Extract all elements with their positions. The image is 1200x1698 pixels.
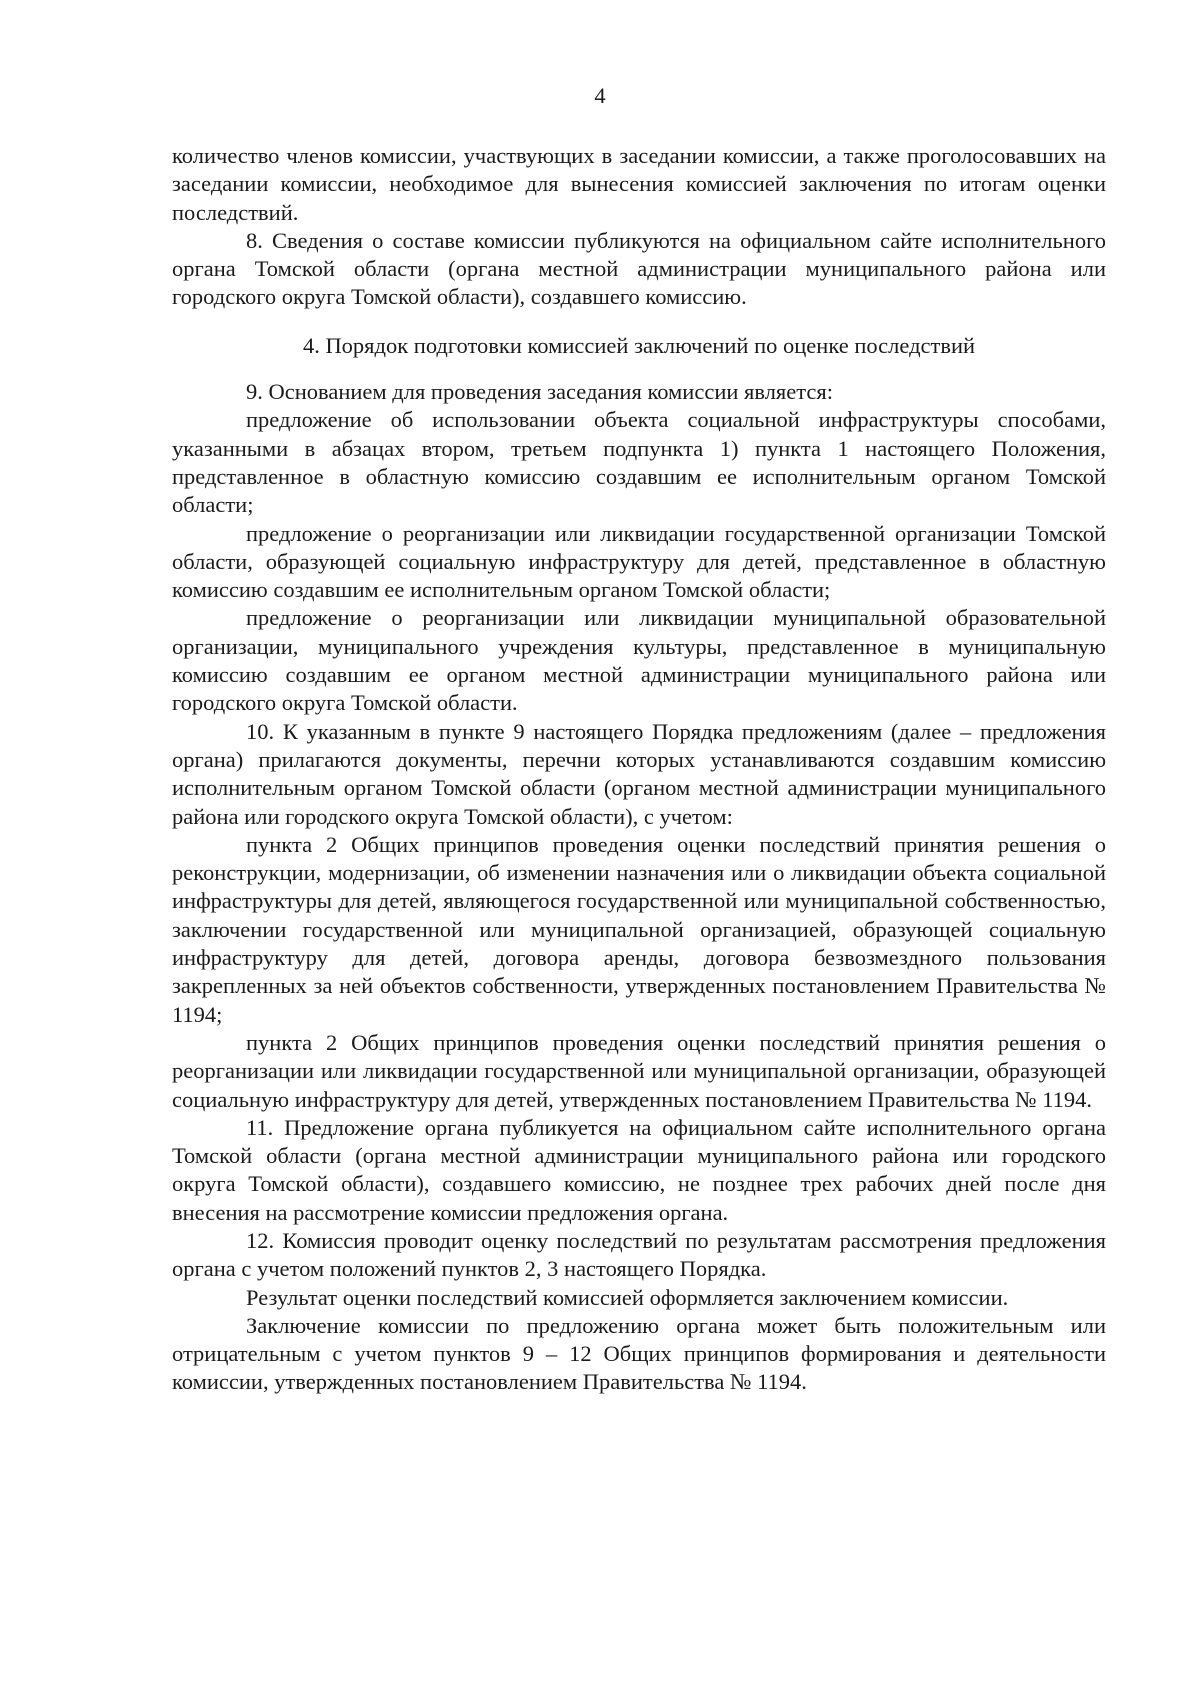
document-body xyxy=(172,142,1106,1397)
paragraph-10: 10. К указанным в пункте 9 настоящего Порядка предложениям (далее – предложения органа) прилагаются документы, перечни которых устанавливаются создавшим комиссию исполнительным органом Томской области (органом местной администрации муниципального района или городского округа Томской области), с учетом: xyxy=(172,718,1106,829)
paragraph-9-item-3: предложение о реорганизации или ликвидации муниципальной образовательной организации, муниципального учреждения культуры, представленное в муниципальную комиссию создавшим ее органом местной администрации муниципального района или городского округа Томской области. xyxy=(172,605,1106,716)
paragraph-12: 12. Комиссия проводит оценку последствий по результатам рассмотрения предложения органа с учетом положений пунктов 2, 3 настоящего Порядка. xyxy=(172,1227,1106,1282)
paragraph-8: 8. Сведения о составе комиссии публикуются на официальном сайте исполнительного органа Томской области (органа местной администрации муниципального района или городского округа Томской области), создавшего комиссию. xyxy=(172,227,1106,310)
paragraph-12-result: Результат оценки последствий комиссией оформляется заключением комиссии. xyxy=(246,1284,1009,1310)
paragraph-9-item-2: предложение о реорганизации или ликвидации государственной организации Томской области, образующей социальную инфраструктуру для детей, представленное в областную комиссию создавшим ее исполнительным органом Томской области; xyxy=(172,520,1106,603)
section-heading-4: 4. Порядок подготовки комиссией заключений по оценке последствий xyxy=(302,332,976,358)
paragraph-9: 9. Основанием для проведения заседания комиссии является: xyxy=(246,379,833,405)
paragraph-11: 11. Предложение органа публикуется на официальном сайте исполнительного органа Томской области (органа местной администрации муниципального района или городского округа Томской области), создавшего комиссию, не позднее трех рабочих дней после дня внесения на рассмотрение комиссии предложения органа. xyxy=(172,1114,1106,1225)
page-number: 4 xyxy=(594,83,606,108)
paragraph-continuation: количество членов комиссии, участвующих в заседании комиссии, а также проголосовавших на заседании комиссии, необходимое для вынесения комиссией заключения по итогам оценки последствий. xyxy=(172,143,1106,225)
paragraph-10-item-2: пункта 2 Общих принципов проведения оценки последствий принятия решения о реорганизации или ликвидации государственной или муниципальной организации, образующей социальную инфраструктуру для детей, утвержденных постановлением Правительства № 1194. xyxy=(172,1029,1106,1112)
paragraph-10-item-1: пункта 2 Общих принципов проведения оценки последствий принятия решения о реконструкции, модернизации, об изменении назначения или о ликвидации объекта социальной инфраструктуры для детей, являющегося государственной или муниципальной собственностью, заключении государственной или муниципальной организацией, образующей социальную инфраструктуру для детей, договора аренды, договора безвозмездного пользования закрепленных за ней объектов собственности, утвержденных постановлением Правительства № 1194; xyxy=(172,831,1106,1027)
paragraph-12-conclusion: Заключение комиссии по предложению органа может быть положительным или отрицательным с учетом пунктов 9 – 12 Общих принципов формирования и деятельности комиссии, утвержденных постановлением Правительства № 1194. xyxy=(172,1312,1106,1395)
paragraph-9-item-1: предложение об использовании объекта социальной инфраструктуры способами, указанными в абзацах втором, третьем подпункта 1) пункта 1 настоящего Положения, представленное в областную комиссию создавшим ее исполнительным органом Томской области; xyxy=(172,407,1106,518)
